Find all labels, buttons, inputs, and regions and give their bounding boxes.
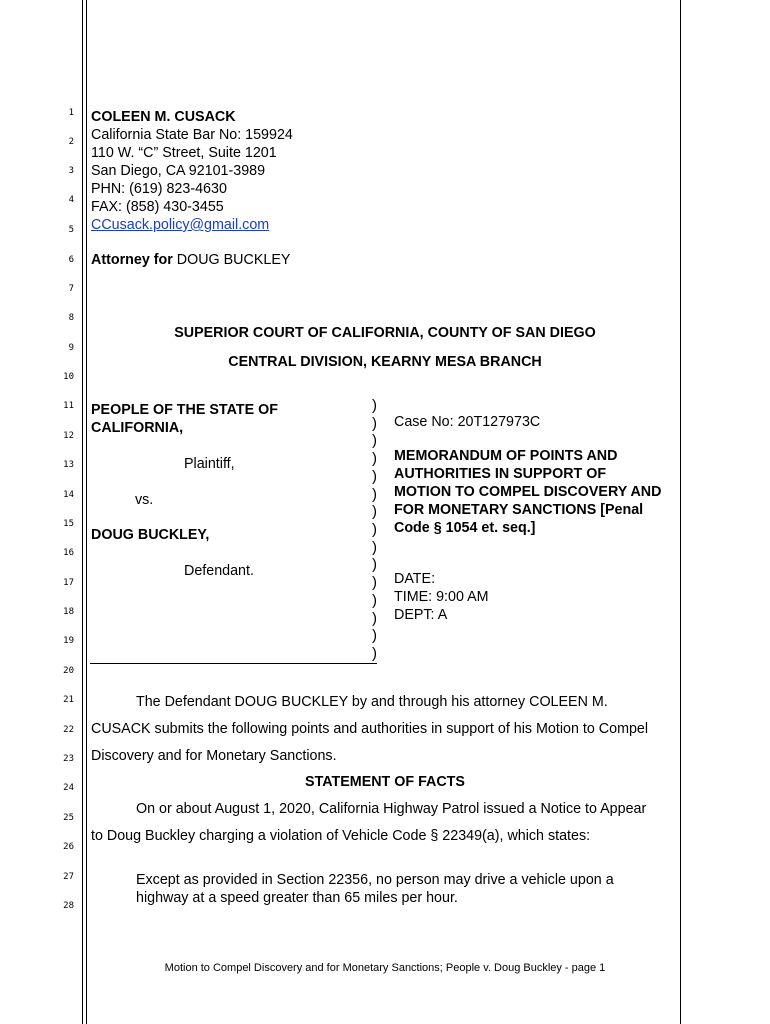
attorney-bar-number: California State Bar No: 159924 (91, 127, 293, 143)
line-number: 9 (68, 343, 74, 353)
line-number: 24 (63, 783, 74, 793)
plaintiff-name-line2: CALIFORNIA, (91, 420, 184, 436)
caption-underline (90, 663, 377, 664)
versus-label: vs. (135, 492, 154, 508)
facts-paragraph-line: On or about August 1, 2020, California Highway Patrol issued a Notice to Appear (136, 801, 647, 817)
intro-paragraph-line: The Defendant DOUG BUCKLEY by and through his attorney COLEEN M. (136, 694, 608, 710)
caption-paren: ) (372, 503, 377, 520)
intro-paragraph-line: CUSACK submits the following points and authorities in support of his Motion to Compel (91, 721, 649, 737)
line-number: 27 (63, 872, 74, 882)
line-number: 6 (68, 255, 74, 265)
line-number: 21 (63, 695, 74, 705)
line-number: 3 (68, 166, 74, 176)
line-number: 11 (63, 401, 74, 411)
caption-paren: ) (372, 450, 377, 467)
line-number: 25 (63, 813, 74, 823)
statute-quote-line: Except as provided in Section 22356, no person may drive a vehicle upon a (136, 872, 614, 888)
margin-rule-right (680, 0, 681, 1024)
line-number: 15 (63, 519, 74, 529)
line-number: 28 (63, 901, 74, 911)
section-heading: STATEMENT OF FACTS (305, 774, 465, 790)
line-number: 8 (68, 313, 74, 323)
attorney-for-client: DOUG BUCKLEY (172, 252, 291, 268)
hearing-time: TIME: 9:00 AM (394, 589, 489, 605)
line-number: 22 (63, 725, 74, 735)
attorney-phone: PHN: (619) 823-4630 (91, 181, 227, 197)
caption-paren: ) (372, 610, 377, 627)
attorney-fax: FAX: (858) 430-3455 (91, 199, 224, 215)
line-number: 20 (63, 666, 74, 676)
court-division: CENTRAL DIVISION, KEARNY MESA BRANCH (228, 354, 542, 370)
attorney-address-city: San Diego, CA 92101-3989 (91, 163, 266, 179)
line-number: 13 (63, 460, 74, 470)
line-number: 16 (63, 548, 74, 558)
margin-rule-left-inner (86, 0, 87, 1024)
caption-paren: ) (372, 468, 377, 485)
page-footer: Motion to Compel Discovery and for Monetary Sanctions; People v. Doug Buckley - page 1 (164, 962, 606, 974)
caption-paren: ) (372, 521, 377, 538)
document-title-line: AUTHORITIES IN SUPPORT OF (394, 466, 607, 482)
case-number: Case No: 20T127973C (394, 414, 541, 430)
caption-paren: ) (372, 627, 377, 644)
hearing-department: DEPT: A (394, 607, 448, 623)
line-number: 14 (63, 490, 74, 500)
line-number: 17 (63, 578, 74, 588)
line-number: 10 (63, 372, 74, 382)
line-number: 1 (68, 108, 74, 118)
plaintiff-role: Plaintiff, (184, 456, 235, 472)
line-number: 19 (63, 636, 74, 646)
attorney-email-link[interactable]: CCusack.policy@gmail.com (91, 217, 270, 233)
defendant-role: Defendant. (184, 563, 254, 579)
caption-paren: ) (372, 556, 377, 573)
line-number: 5 (68, 225, 74, 235)
document-title-line: MEMORANDUM OF POINTS AND (394, 448, 618, 464)
attorney-address-street: 110 W. “C” Street, Suite 1201 (91, 145, 277, 161)
caption-paren: ) (372, 539, 377, 556)
line-number: 2 (68, 137, 74, 147)
line-number: 26 (63, 842, 74, 852)
attorney-for-line (91, 251, 290, 269)
line-number: 4 (68, 195, 74, 205)
document-title-line: FOR MONETARY SANCTIONS [Penal (394, 502, 644, 518)
caption-paren: ) (372, 415, 377, 432)
attorney-name: COLEEN M. CUSACK (91, 109, 236, 125)
document-title-line: Code § 1054 et. seq.] (394, 520, 536, 536)
line-number: 18 (63, 607, 74, 617)
caption-paren: ) (372, 397, 377, 414)
statute-quote-line: highway at a speed greater than 65 miles per hour. (136, 890, 458, 906)
facts-paragraph-line: to Doug Buckley charging a violation of Vehicle Code § 22349(a), which states: (91, 828, 591, 844)
line-number: 7 (68, 284, 74, 294)
caption-paren: ) (372, 486, 377, 503)
plaintiff-name-line1: PEOPLE OF THE STATE OF (91, 402, 278, 418)
intro-paragraph-line: Discovery and for Monetary Sanctions. (91, 748, 337, 764)
document-title-line: MOTION TO COMPEL DISCOVERY AND (394, 484, 662, 500)
attorney-for-label: Attorney for (91, 252, 173, 268)
caption-paren: ) (372, 432, 377, 449)
court-name: SUPERIOR COURT OF CALIFORNIA, COUNTY OF SAN DIEGO (174, 325, 596, 341)
defendant-name: DOUG BUCKLEY, (91, 527, 210, 543)
line-number: 23 (63, 754, 74, 764)
margin-rule-left-outer (82, 0, 83, 1024)
caption-paren: ) (372, 574, 377, 591)
caption-paren: ) (372, 592, 377, 609)
line-number: 12 (63, 431, 74, 441)
caption-paren: ) (372, 645, 377, 662)
hearing-date: DATE: (394, 571, 436, 587)
